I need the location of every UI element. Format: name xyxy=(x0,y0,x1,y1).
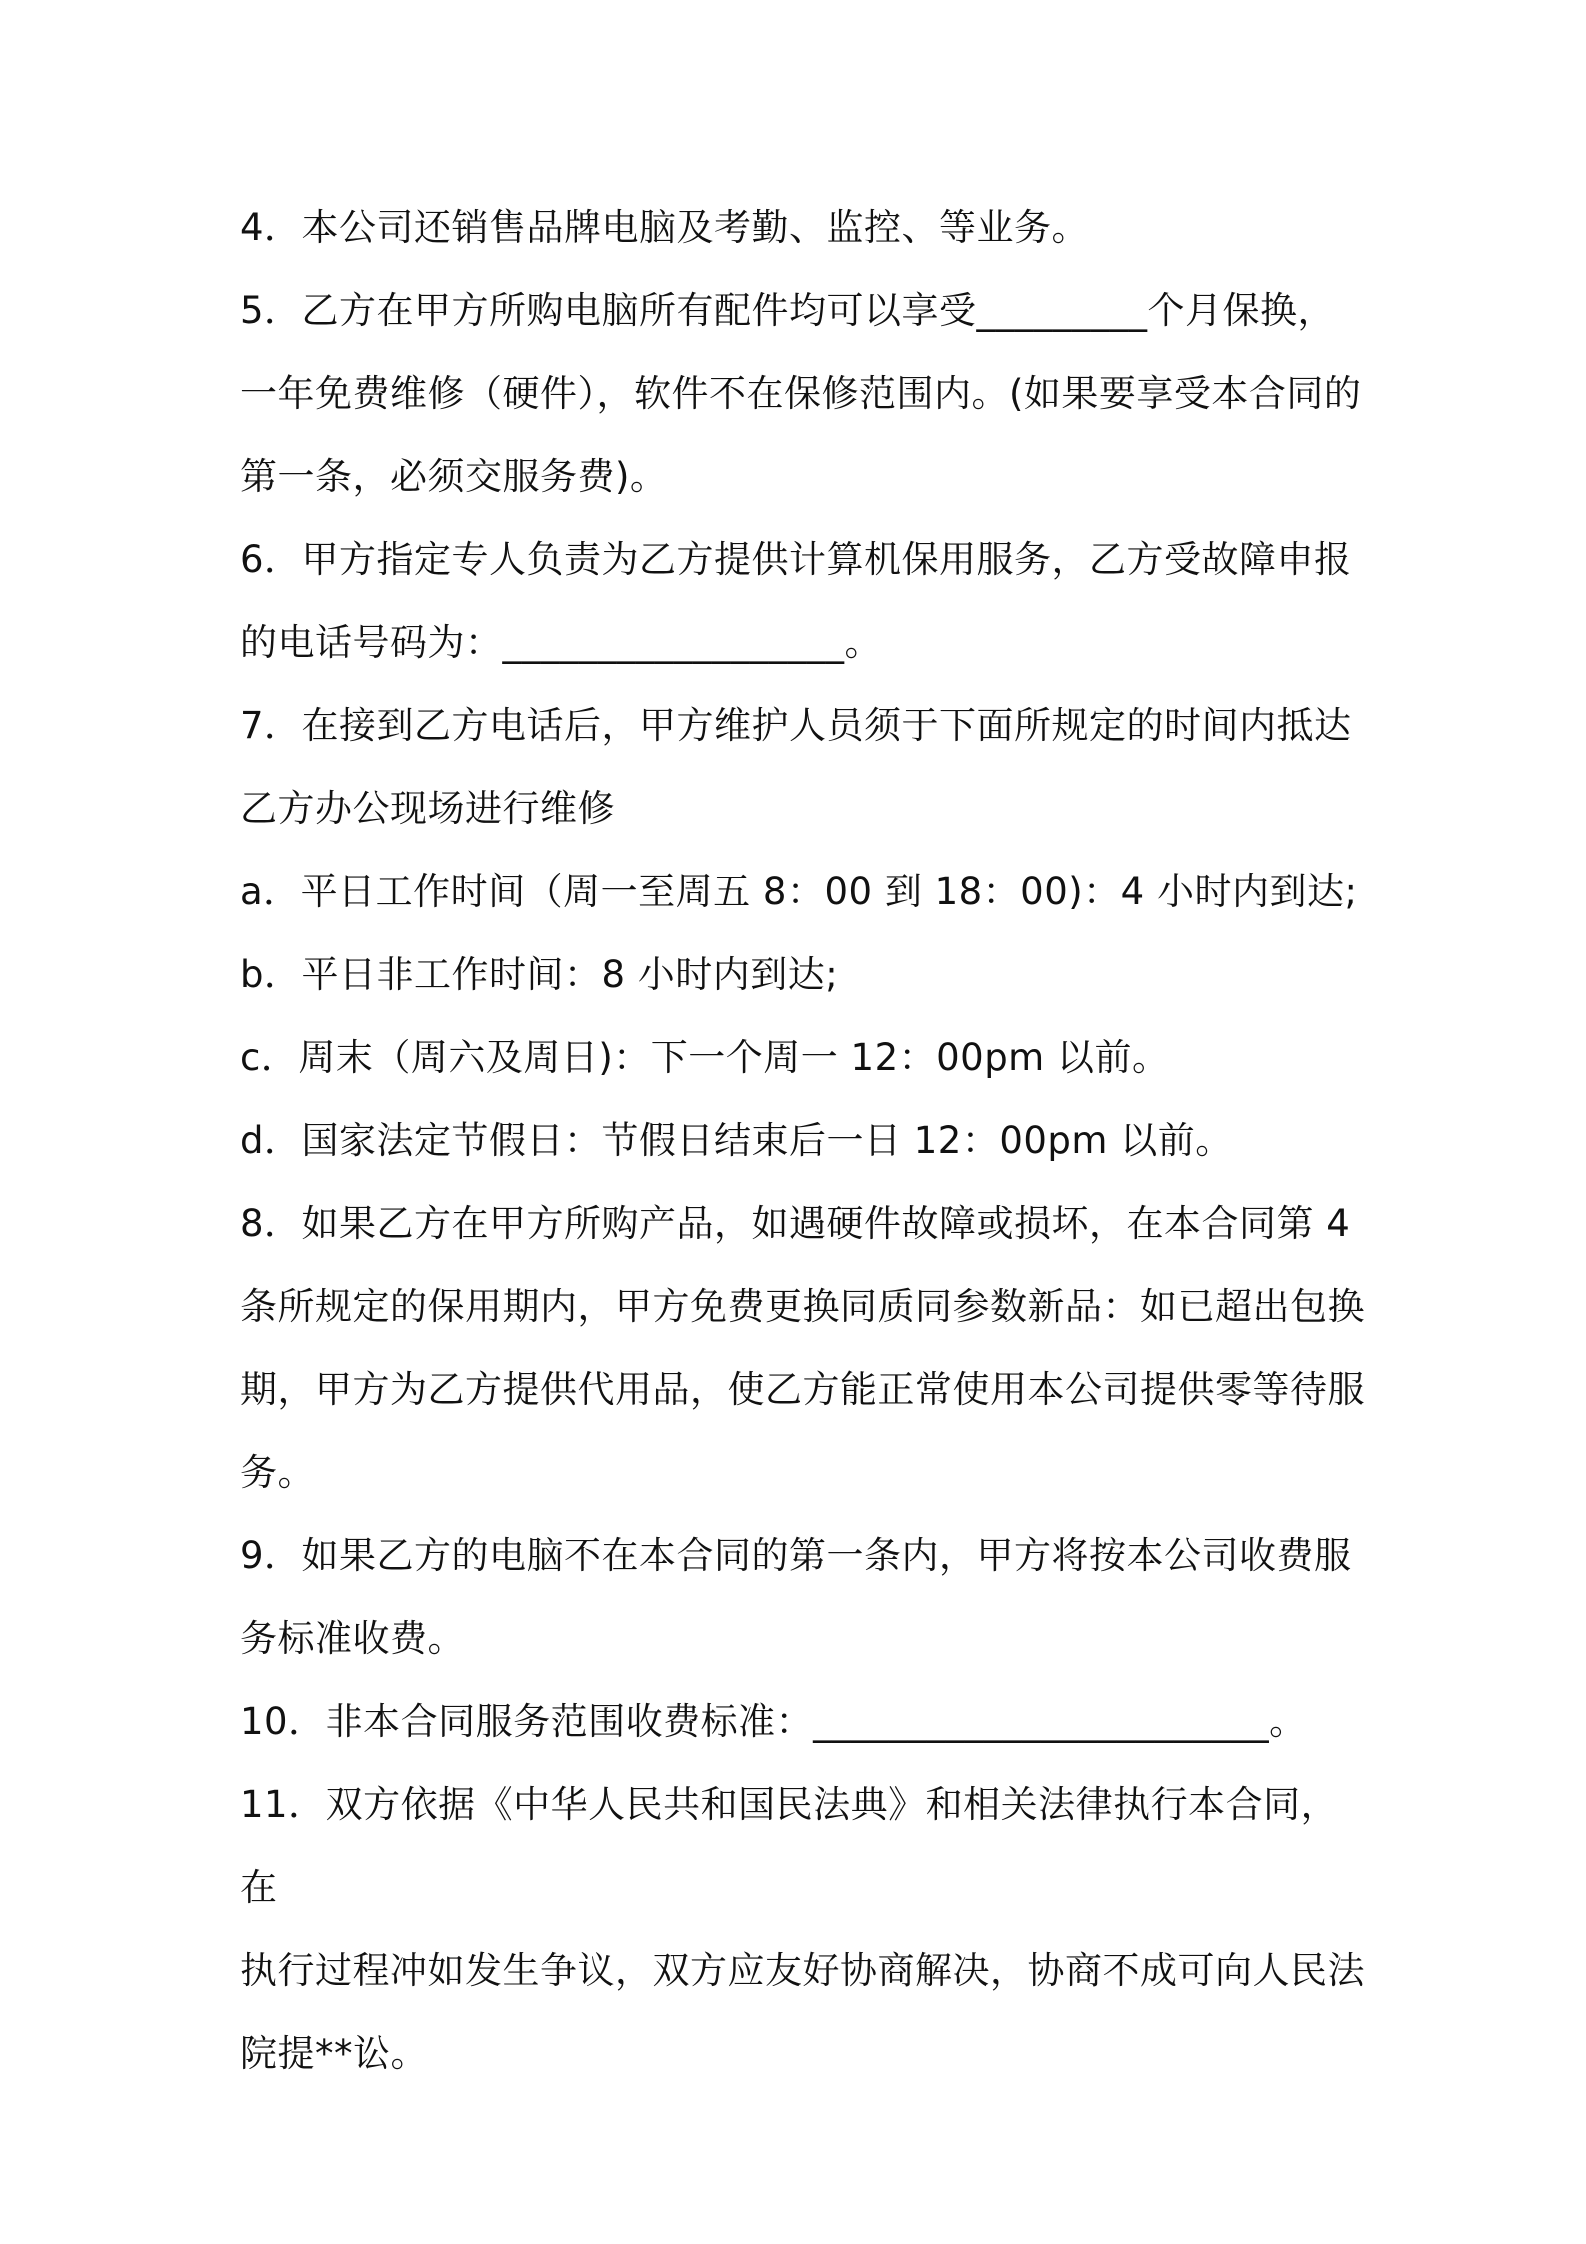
line-clause-6-cont: 的电话号码为：__________________。 xyxy=(240,621,882,664)
line-clause-5-cont: 第一条，必须交服务费)。 xyxy=(240,455,668,498)
line-clause-5-cont: 一年免费维修（硬件），软件不在保修范围内。(如果要享受本合同的 xyxy=(240,372,1362,415)
line-clause-7b: b．平日非工作时间：8 小时内到达; xyxy=(240,953,839,996)
line-clause-11-cont: 院提**讼。 xyxy=(240,2032,428,2075)
line-clause-9: 9．如果乙方的电脑不在本合同的第一条内，甲方将按本公司收费服 xyxy=(240,1534,1352,1577)
line-clause-8-cont: 务。 xyxy=(240,1451,315,1494)
line-clause-11: 11．双方依据《中华人民共和国民法典》和相关法律执行本合同，在 xyxy=(240,1783,1339,1909)
line-clause-4: 4．本公司还销售品牌电脑及考勤、监控、等业务。 xyxy=(240,206,1090,249)
line-clause-5: 5．乙方在甲方所购电脑所有配件均可以享受_________个月保换， xyxy=(240,289,1336,332)
line-clause-8-cont: 条所规定的保用期内，甲方免费更换同质同参数新品：如已超出包换 xyxy=(240,1285,1365,1328)
line-clause-7: 7．在接到乙方电话后，甲方维护人员须于下面所规定的时间内抵达 xyxy=(240,704,1352,747)
contract-body xyxy=(240,186,1366,2095)
line-clause-10: 10．非本合同服务范围收费标准：________________________。 xyxy=(240,1700,1307,1743)
line-clause-11-cont: 执行过程冲如发生争议，双方应友好协商解决，协商不成可向人民法 xyxy=(240,1949,1365,1992)
line-clause-7a: a．平日工作时间（周一至周五 8：00 到 18：00)：4 小时内到达; xyxy=(240,870,1358,913)
line-clause-8: 8．如果乙方在甲方所购产品，如遇硬件故障或损坏，在本合同第 4 xyxy=(240,1202,1351,1245)
line-clause-7-cont: 乙方办公现场进行维修 xyxy=(240,787,615,830)
line-clause-9-cont: 务标准收费。 xyxy=(240,1617,465,1660)
line-clause-6: 6．甲方指定专人负责为乙方提供计算机保用服务，乙方受故障申报 xyxy=(240,538,1352,581)
line-clause-7d: d．国家法定节假日：节假日结束后一日 12：00pm 以前。 xyxy=(240,1119,1233,1162)
line-clause-7c: c．周末（周六及周日)：下一个周一 12：00pm 以前。 xyxy=(240,1036,1170,1079)
line-clause-8-cont: 期，甲方为乙方提供代用品，使乙方能正常使用本公司提供零等待服 xyxy=(240,1368,1365,1411)
